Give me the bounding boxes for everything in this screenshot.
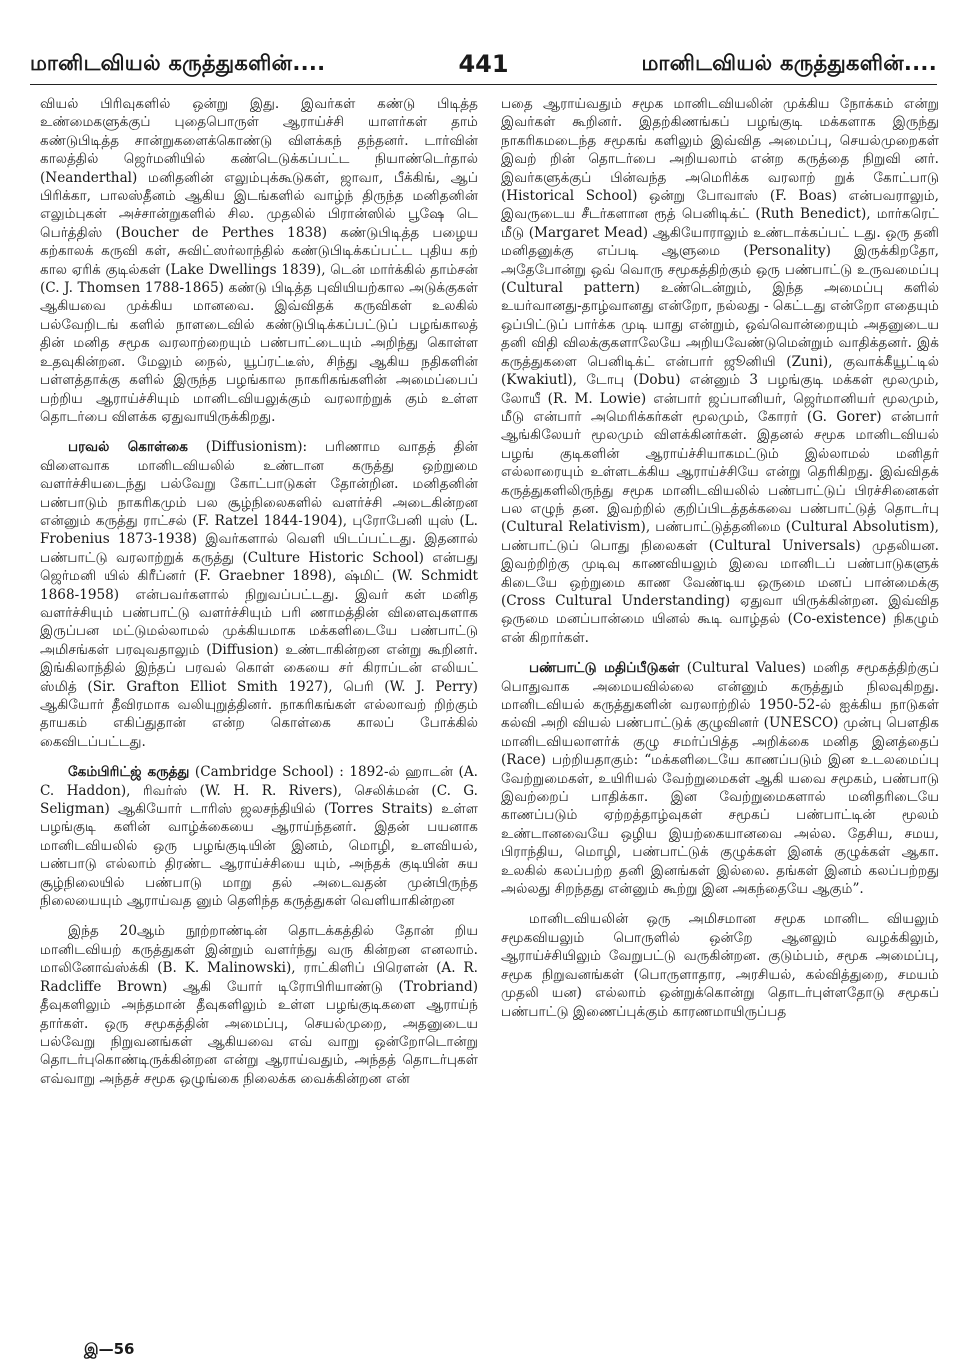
paragraph	[40, 438, 478, 751]
paragraph-heading: பரவல் கொள்கை	[68, 439, 188, 456]
paragraph: பதை ஆராய்வதும் சமூக மானிடவியலின் முக்கிய நோக்கம் என்று இவர்கள் கூறினர். இதற்கிணங்கப் பழங்குடி மக்களாக இருந்து நாகரிகமடைந்த சமூகங் களிலும் இவ்வித அமைப்பு, செயல்முறைகள் இவற் றின் தொடர்பை அறியலாம் என்ற கருத்தை நிறுவி னர். இவர்களுக்குப் பின்வந்த அமெரிக்க வரலாற் றுக் கோட்பாடு (Historical School) ஒன்று போவாஸ் (F. Boas) என்பவராலும், இவருடைய சீடர்களான ரூத் பெனிடிக்ட் (Ruth Benedict), மார்கரெட் மீடு (Margaret Mead) ஆகியோராலும் உண்டாக்கப்பட் டது. ஒரு தனி மனிதனுக்கு எப்படி ஆளுமை (Personality) இருக்கிறதோ, அதேபோன்று ஒவ் வொரு சமூகத்திற்கும் ஒரு பண்பாட்டு உருவமைப்பு (Cultural pattern) உண்டென்றும், இந்த அமைப்பு களில் உயர்வானது-தாழ்வானது என்றோ, நல்லது - கெட்டது என்றோ எதையும் ஒப்பிட்டுப் பார்க்க முடி யாது என்றும், ஒவ்வொன்றையும் அதனுடைய தனி விதி விலக்குகளாலேயே அறியவேண்டுமென்றும் வாதிக்தனர். இக் கருத்துகளை பெனிடிக்ட் என்பார் ஜூனியி (Zuni), குவாக்கீயூட்டில் (Kwakiutl), டோபு (Dobu) என்னும் 3 பழங்குடி மக்கள் மூலமும், லோயீ (R. M. Lowie) என்பார் ஜப்பானியர், ஜெர்மானியர் மூலமும், மீடு என்பார் அமெரிக்கர்கள் மூலமும், கோரர் (G. Gorer) என்பார் ஆங்கிலேயர் மூலமும் விளக்கினர்கள். இதனல் சமூக மானிடவியல் பழங் குடிகளின் ஆராய்ச்சியாகமட்டும் இல்லாமல் மனிதர் எல்லாரையும் உள்ளடக்கிய ஆராய்ச்சியே என்று தெரிகிறது. இவ்விதக் கருத்துகளிலிருந்து சமூக மானிடவியலில் பண்பாட்டுப் பிரச்சினைகள் பல எழுந் தன. இவற்றில் குறிப்பிடத்தக்கவை பண்பாட்டுத் தொடர்பு (Cultural Relativism), பண்பாட்டுத்தனிமை (Cultural Absolutism), பண்பாட்டுப் பொது நிலைகள் (Cultural Universals) முதலியன. இவற்றிற்கு முடிவு காணவியலும் இவை மானிடப் பண்பாடுகளுக் கிடையே ஒற்றுமை காண வேண்டிய ஒருமை மனப் பான்மைக்கு (Cross Cultural Understanding) ஏதுவா யிருக்கின்றன. இவ்வித ஒருமை மனப்பான்மை யினல் கூடி வாழ்தல் (Co-existence) நிகழும் என் கிறார்கள்.	[501, 96, 939, 646]
header-right-title: மானிடவியல் கருத்துகளின்....	[641, 50, 937, 75]
paragraph	[501, 659, 939, 898]
page-signature: இ—56	[84, 1340, 135, 1358]
page-number: 441	[458, 50, 509, 78]
paragraph: வியல் பிரிவுகளில் ஒன்று இது. இவர்கள் கண்டு பிடித்த உண்மைகளுக்குப் புதைபொருள் ஆராய்ச்சி யாளர்கள் தாம் கண்டுபிடித்த சான்றுகளைக்கொண்டு விளக்கந் தந்தனர். டார்வின் காலத்தில் ஜெர்மனியில் கண்டெடுக்கப்பட்ட நியாண்டெர்தால் (Neanderthal) மனிதனின் எலும்புக்கூடுகள், ஜாவா, பீக்கிங், ஆப் பிரிக்கா, பாலஸ்தீனம் ஆகிய இடங்களில் வாழ்ந் திருந்த மனிதனின் எலும்புகள் அச்சான்றுகளில் சில. முதலில் பிரான்ஸில் பூஷே டெ பெர்த்திஸ் (Boucher de Perthes 1838) கண்டுபிடித்த பழைய கற்காலக் கருவி கள், சுவிட்ஸர்லாந்தில் கண்டுபிடிக்கப்பட்ட புதிய கற் கால ஏரிக் குடில்கள் (Lake Dwellings 1839), டென் மார்க்கில் தாம்சன் (C. J. Thomsen 1788-1865) கண்டு பிடித்த புவியியற்கால அடுக்குகள் ஆகியவை முக்கிய மானவை. இவ்விதக் கருவிகள் உலகில் பல்வேறிடங் களில் நாளடைவில் கண்டுபிடிக்கப்பட்டுப் பழங்காலத் தின் மனித சமூக வரலாற்றையும் பண்பாட்டையும் அறிந்து கொள்ள உதவுகின்றன. மேலும் நைல், யூப்ரட்டீஸ், சிந்து ஆகிய நதிகளின் பள்ளத்தாக்கு களில் இருந்த பழங்கால நாகரிகங்களின் அமைப்பைப் பற்றிய ஆராய்ச்சியும் மானிடவியலுக்கும் வரலாற்றுக் கும் உள்ள தொடர்பை விளக்க ஏதுவாயிருக்கிறது.	[40, 96, 478, 425]
left-column	[40, 95, 478, 1335]
running-header	[30, 44, 937, 85]
paragraph: இந்த 20ஆம் நூற்றாண்டின் தொடக்கத்தில் தோன் றிய மானிடவியற் கருத்துகள் இன்றும் வளர்ந்து வரு கின்றன எனலாம். மாலினோவ்ஸ்க்கி (B. K. Malinowski), ராட்கிளிப் பிரௌன் (A. R. Radcliffe Brown) ஆகி யோர் டிரோபிரியாண்டு (Trobriand) தீவுகளிலும் அந்தமான் தீவுகளிலும் உள்ள பழங்குடிகளை ஆராய்ந் தார்கள். ஒரு சமூகத்தின் அமைப்பு, செயல்முறை, அதனுடைய பல்வேறு நிறுவனங்கள் ஆகியவை எவ் வாறு ஒன்றோடொன்று தொடர்புகொண்டிருக்கின்றன என்று ஆராய்வதும், அந்தத் தொடர்புகள் எவ்வாறு அந்தச் சமூக ஒழுங்கை நிலைக்க வைக்கின்றன என்	[40, 923, 478, 1087]
header-left-title: மானிடவியல் கருத்துகளின்....	[30, 50, 326, 75]
paragraph-heading: பண்பாட்டு மதிப்பீடுகள்	[529, 660, 680, 677]
paragraph-body: (Cultural Values) மனித சமூகத்திற்குப் பொதுவாக அமையவில்லை என்னும் கருத்தும் நிலவுகிறது. மானிடவியல் கருத்துகளின் வரலாற்றில் 1950-52-ல் ஐக்கிய நாடுகள் கல்வி அறி வியல் பண்பாட்டுக் குழுவினர் (UNESCO) முன்பு பௌதிக மானிடவியலாளர்க் குழு சமர்ப்பித்த அறிக்கை மனித இனத்தைப் (Race) பற்றியதாகும்: “மக்களிடையே காணப்படும் இன உடலமைப்பு வேற்றுமைகள், உயிரியல் வேற்றுமைகள் ஆகி யவை சமூகம், பண்பாடு இவற்றைப் பாதிக்கா. இன வேற்றுமைகளால் மனிதரிடையே காணப்படும் ஏற்றத்தாழ்வுகள் சமூகப் பண்பாட்டின் மூலம் உண்டானவையே ஒழிய இயற்கையானவை அல்ல. தேசிய, சமய, பிராந்திய, மொழி, பண்பாட்டுக் குழுக்கள் இனக் குழுக்கள் ஆகா. உலகில் கலப்பற்ற தனி இனங்கள் இல்லை. தங்கள் இனம் கலப்பற்றது அல்லது சிறந்தது என்னும் கூற்று இன அகந்தையே ஆகும்”.	[501, 660, 939, 898]
paragraph-body: (Cambridge School) : 1892-ல் ஹாடன் (A. C. Haddon), ரிவர்ஸ் (W. H. R. Rivers), செலிக்மன் (C. G. Seligman) ஆகியோர் டாரிஸ் ஜலசந்தியில் (Torres Straits) உள்ள பழங்குடி களின் வாழ்க்கையை ஆராய்ந்தனர். இதன் பயனாக மானிடவியலில் ஒரு பழங்குடியின் இனம், மொழி, உளவியல், பண்பாடு எல்லாம் திரண்ட ஆராய்ச்சியை யும், அந்தக் குடியின் சுய சூழ்நிலையில் பண்பாடு மாறு தல் அடைவதன் முன்பிருந்த நிலையையும் ஆராய்வத னும் தெளிந்த கருத்துகள் வெளியாகின்றன	[40, 764, 478, 910]
paragraph-heading: கேம்பிரிட்ஜ் கருத்து	[68, 764, 190, 781]
paragraph-body: (Diffusionism): பரிணாம வாதத் தின் விளைவாக மானிடவியலில் உண்டான கருத்து ஒற்றுமை வளர்ச்சியடைந்து பல்வேறு கோட்பாடுகள் தோன்றின. மனிதனின் பண்பாடும் நாகரிகமும் பல சூழ்நிலைகளில் வளர்ச்சி அடைகின்றன என்னும் கருத்து ராட்சல் (F. Ratzel 1844-1904), புரோபேனி யுஸ் (L. Frobenius 1873-1938) இவர்களால் வெளி யிடப்பட்டது. இதனால் பண்பாட்டு வரலாற்றுக் கருத்து (Culture Historic School) என்பது ஜெர்மனி யில் கிரீப்னர் (F. Graebner 1898), ஷ்மிட் (W. Schmidt 1868-1958) என்பவர்களால் நிறுவப்பட்டது. இவர் கள் மனித வளர்ச்சியும் பண்பாட்டு வளர்ச்சியும் பரி ணாமத்தின் விளைவுகளாக இருப்பன மட்டுமல்லாமல் முக்கியமாக மக்களிடையே பண்பாட்டு அமிசங்கள் பரவுவதாலும் (Diffusion) உண்டாகின்றன என்று கூறினர். இங்கிலாந்தில் இந்தப் பரவல் கொள் கையை சர் கிராப்டன் எலியட் ஸ்மித் (Sir. Grafton Elliot Smith 1927), பெரி (W. J. Perry) ஆகியோர் தீவிரமாக வலியுறுத்தினர். நாகரிகங்கள் எல்லாவற் றிற்கும் தாயகம் எகிப்துதான் என்ற கொள்கை காலப் போக்கில் கைவிடப்பட்டது.	[40, 439, 478, 750]
paragraph: மானிடவியலின் ஒரு அமிசமான சமூக மானிட வியலும் சமூகவியலும் பொருளில் ஒன்றே ஆனலும் வழக்கிலும், ஆராய்ச்சியிலும் வேறுபட்டு வருகின்றன. குடும்பம், சமூக அமைப்பு, சமூக நிறுவனங்கள் (பொருளாதார, அரசியல், கல்வித்துறை, சமயம் முதலி யன) எல்லாம் ஒன்றுக்கொன்று தொடர்புள்ளதோடு சமூகப் பண்பாட்டு இணைப்புக்கும் காரணமாயிருப்பத	[501, 911, 939, 1020]
paragraph	[40, 763, 478, 910]
body-columns	[40, 95, 939, 1335]
right-column	[501, 95, 939, 1335]
